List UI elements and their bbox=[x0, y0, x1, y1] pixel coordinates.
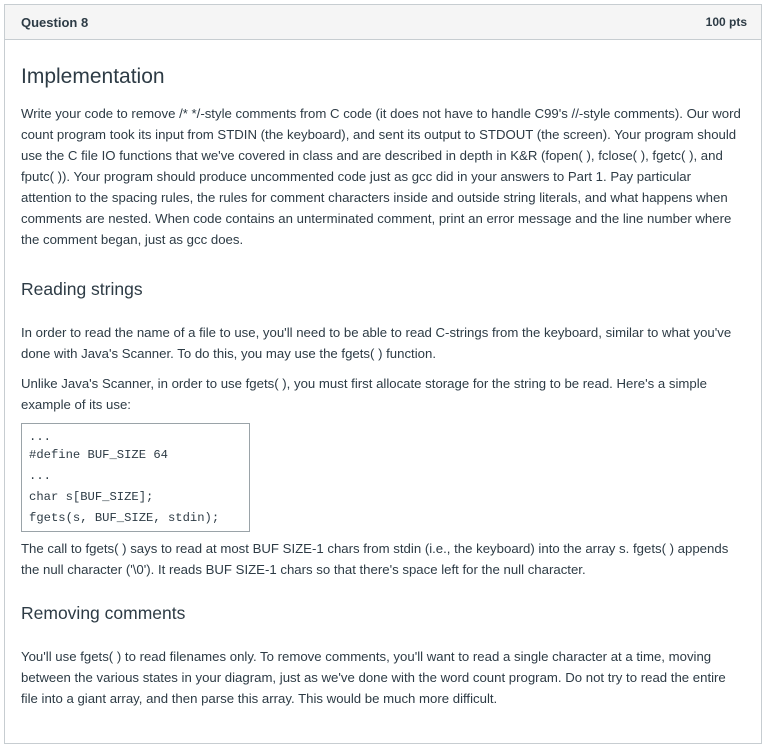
question-title: Question 8 bbox=[21, 14, 89, 30]
code-example bbox=[21, 423, 250, 532]
implementation-paragraph: Write your code to remove /* */-style comments from C code (it does not have to handle C99's //-style comments). Our word count program took its input from STDIN (the keyboard), and sent its output to STDOUT (the screen). Your program should use the C file IO functions that we've covered in class and are described in depth in K&R (fopen( ), fclose( ), fgetc( ), and fputc( )). Your program should produce uncommented code just as gcc did in your answers to Part 1. Pay particular attention to the spacing rules, the rules for comment characters inside and outside string literals, and what happens when comments are nested. When code contains an unterminated comment, print an error message and the line number where the comment began, just as gcc does. bbox=[21, 106, 741, 247]
code-line: fgets(s, BUF_SIZE, stdin); bbox=[29, 511, 220, 525]
removing-comments-paragraph: You'll use fgets( ) to read filenames only. To remove comments, you'll want to read a single character at a time, moving between the various states in your diagram, just as we've done with the word count program. Do not try to read the entire file into a giant array, and then parse this array. This would be much more difficult. bbox=[21, 649, 726, 706]
code-line: ... bbox=[29, 430, 51, 444]
code-line: char s[BUF_SIZE]; bbox=[29, 490, 154, 504]
question-points: 100 pts bbox=[705, 15, 747, 29]
implementation-heading: Implementation bbox=[21, 65, 165, 88]
code-line: #define BUF_SIZE 64 bbox=[29, 448, 168, 462]
reading-strings-paragraph-3: The call to fgets( ) says to read at most BUF SIZE-1 chars from stdin (i.e., the keyboard) into the array s. fgets( ) appends the null character ('\0'). It reads BUF SIZE-1 chars so that there's space left for the null character. bbox=[21, 541, 729, 577]
question-card bbox=[4, 4, 762, 744]
question-header bbox=[5, 5, 761, 40]
removing-comments-heading: Removing comments bbox=[21, 603, 186, 623]
reading-strings-paragraph-1: In order to read the name of a file to use, you'll need to be able to read C-strings from the keyboard, similar to what you've done with Java's Scanner. To do this, you may use the fgets( ) function. bbox=[21, 325, 732, 361]
reading-strings-heading: Reading strings bbox=[21, 279, 143, 299]
code-line: ... bbox=[29, 469, 51, 483]
reading-strings-paragraph-2: Unlike Java's Scanner, in order to use fgets( ), you must first allocate storage for the string to be read. Here's a simple example of its use: bbox=[21, 376, 707, 412]
question-content bbox=[5, 63, 761, 709]
